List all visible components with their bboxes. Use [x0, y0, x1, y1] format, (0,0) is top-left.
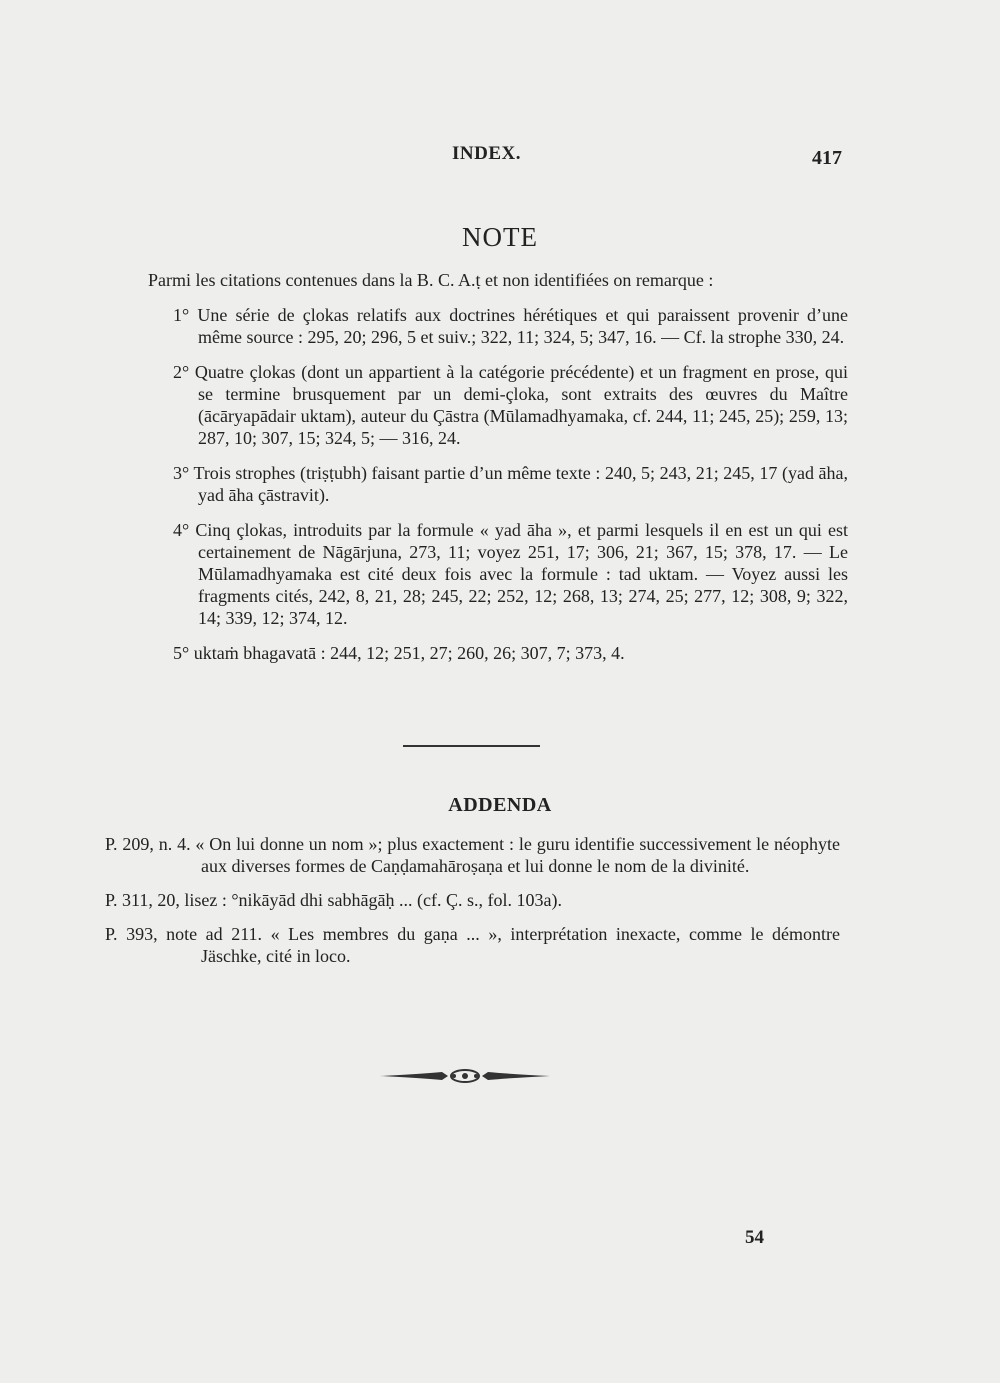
signature-number: 54: [745, 1227, 764, 1248]
addenda-item: P. 311, 20, lisez : °nikāyād dhi sabhāgāḥ ... (cf. Ç. s., fol. 103a).: [105, 890, 562, 910]
note-item: 2° Quatre çlokas (dont un appartient à la catégorie précédente) et un fragment en prose, qui se termine brusquement par un demi-çloka, sont extraits des œuvres du Maître (ācāryapādair uktam), auteur du Çāstra (Mūlamadhyamaka, cf. 244, 11; 245, 25); 259, 13; 287, 10; 307, 15; 324, 5; — 316, 24.: [173, 362, 848, 448]
note-item: 5° uktaṁ bhagavatā : 244, 12; 251, 27; 260, 26; 307, 7; 373, 4.: [173, 643, 625, 663]
running-head: [0, 143, 1000, 173]
page-number: 417: [812, 147, 842, 169]
section-divider: [403, 745, 540, 747]
note-item: 1° Une série de çlokas relatifs aux doctrines hérétiques et qui paraissent provenir d’une même source : 295, 20; 296, 5 et suiv.; 322, 11; 324, 5; 347, 16. — Cf. la strophe 330, 24.: [173, 305, 848, 347]
addenda-list: [105, 833, 840, 979]
note-item: 3° Trois strophes (triṣṭubh) faisant partie d’un même texte : 240, 5; 243, 21; 245, 17 (yad āha, yad āha çāstravit).: [173, 463, 848, 505]
note-item: 4° Cinq çlokas, introduits par la formule « yad āha », et parmi lesquels il en est un qui est certainement de Nāgārjuna, 273, 11; voyez 251, 17; 306, 21; 367, 15; 378, 17. — Le Mūlamadhyamaka est cité deux fois avec la formule : tad uktam. — Voyez aussi les fragments cités, 242, 8, 21, 28; 245, 22; 252, 12; 268, 13; 274, 25; 277, 12; 308, 9; 322, 14; 339, 12; 374, 12.: [173, 520, 848, 628]
note-list: [148, 304, 848, 677]
note-heading: NOTE: [462, 222, 538, 252]
addenda-item: P. 393, note ad 211. « Les membres du gaṇa ... », interprétation inexacte, comme le démontre Jäschke, cité in loco.: [105, 924, 840, 966]
running-title: INDEX.: [452, 143, 521, 164]
note-intro: Parmi les citations contenues dans la B. C. A.ṭ et non identifiées on remarque :: [148, 270, 714, 290]
addenda-heading: ADDENDA: [448, 794, 552, 816]
tailpiece-ornament-icon: [380, 1068, 550, 1084]
addenda-item: P. 209, n. 4. « On lui donne un nom »; plus exactement : le guru identifie successivement le néophyte aux diverses formes de Caṇḍamahāroṣaṇa et lui donne le nom de la divinité.: [105, 834, 840, 876]
